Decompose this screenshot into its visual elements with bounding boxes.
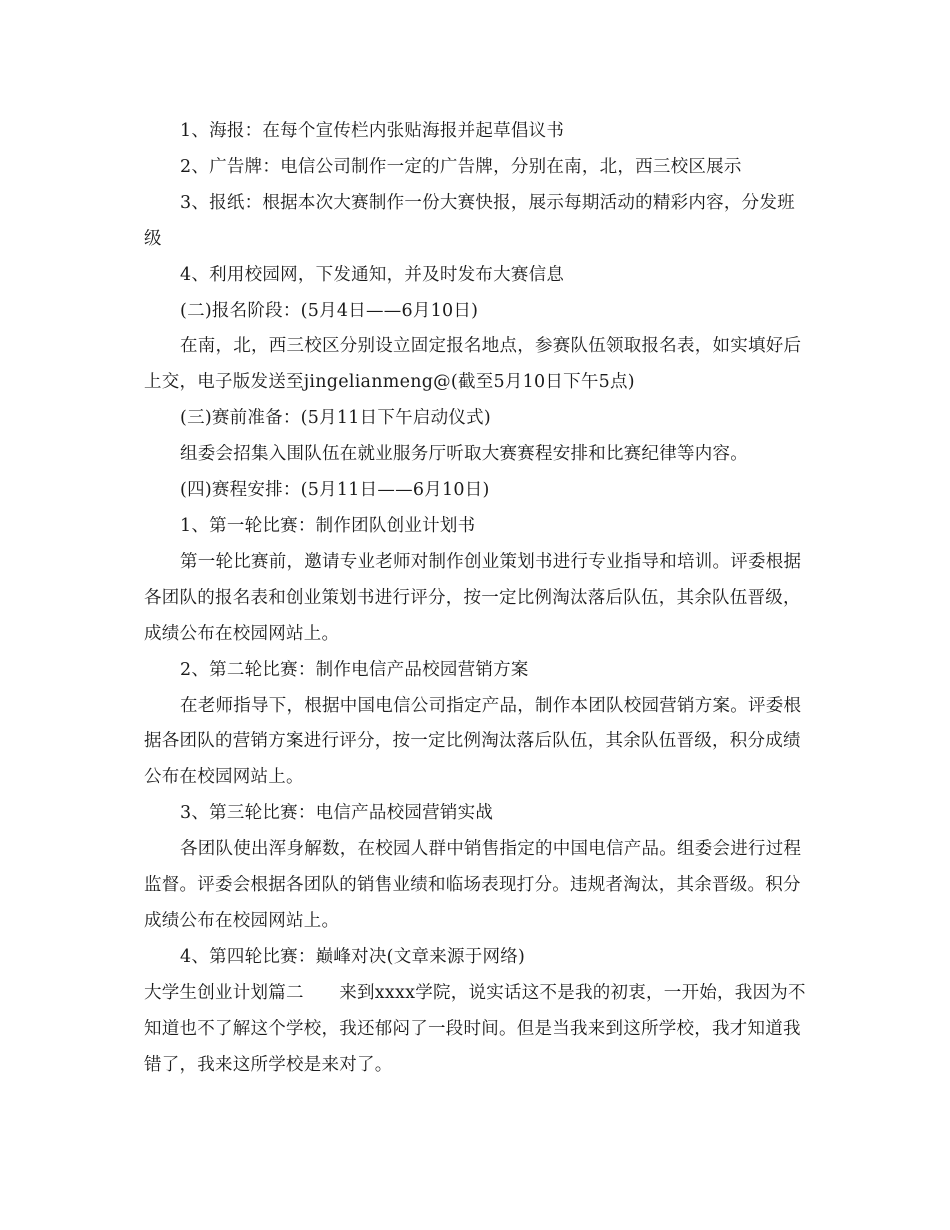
paragraph: 第一轮比赛前，邀请专业老师对制作创业策划书进行专业指导和培训。评委根据各团队的报名表和创业策划书进行评分，按一定比例淘汰落后队伍，其余队伍晋级，成绩公布在校园网站上。 — [144, 551, 802, 644]
paragraph: 组委会招集入围队伍在就业服务厅听取大赛赛程安排和比赛纪律等内容。 — [180, 444, 748, 465]
paragraph: 3、第三轮比赛：电信产品校园营销实战 — [180, 803, 494, 824]
section-heading: (三)赛前准备：(5月11日下午启动仪式) — [180, 408, 491, 429]
paragraph: 3、报纸：根据本次大赛制作一份大赛快报，展示每期活动的精彩内容，分发班级 — [144, 192, 795, 249]
document-body — [144, 114, 808, 1083]
paragraph: 大学生创业计划篇二 来到xxxx学院，说实话这不是我的初衷，一开始，我因为不知道也不了解这个学校，我还郁闷了一段时间。但是当我来到这所学校，我才知道我错了，我来这所学校是来对了。 — [144, 982, 806, 1075]
section-heading: (二)报名阶段：(5月4日——6月10日) — [180, 300, 479, 321]
paragraph: 1、第一轮比赛：制作团队创业计划书 — [180, 515, 476, 536]
paragraph: 4、第四轮比赛：巅峰对决(文章来源于网络) — [180, 946, 526, 967]
paragraph: 各团队使出浑身解数，在校园人群中销售指定的中国电信产品。组委会进行过程监督。评委会根据各团队的销售业绩和临场表现打分。违规者淘汰，其余晋级。积分成绩公布在校园网站上。 — [144, 839, 802, 931]
paragraph: 在老师指导下，根据中国电信公司指定产品，制作本团队校园营销方案。评委根据各团队的营销方案进行评分，按一定比例淘汰落后队伍，其余队伍晋级，积分成绩公布在校园网站上。 — [144, 695, 802, 788]
paragraph: 1、海报：在每个宣传栏内张贴海报并起草倡议书 — [180, 121, 565, 141]
section-heading: (四)赛程安排：(5月11日——6月10日) — [180, 480, 490, 501]
paragraph: 2、第二轮比赛：制作电信产品校园营销方案 — [180, 659, 529, 680]
paragraph: 4、利用校园网，下发通知，并及时发布大赛信息 — [180, 264, 565, 285]
paragraph: 在南，北，西三校区分别设立固定报名地点，参赛队伍领取报名表，如实填好后上交，电子版发送至jingelianmeng@(截至5月10日下午5点) — [144, 336, 802, 393]
paragraph: 2、广告牌：电信公司制作一定的广告牌，分别在南，北，西三校区展示 — [180, 156, 742, 177]
